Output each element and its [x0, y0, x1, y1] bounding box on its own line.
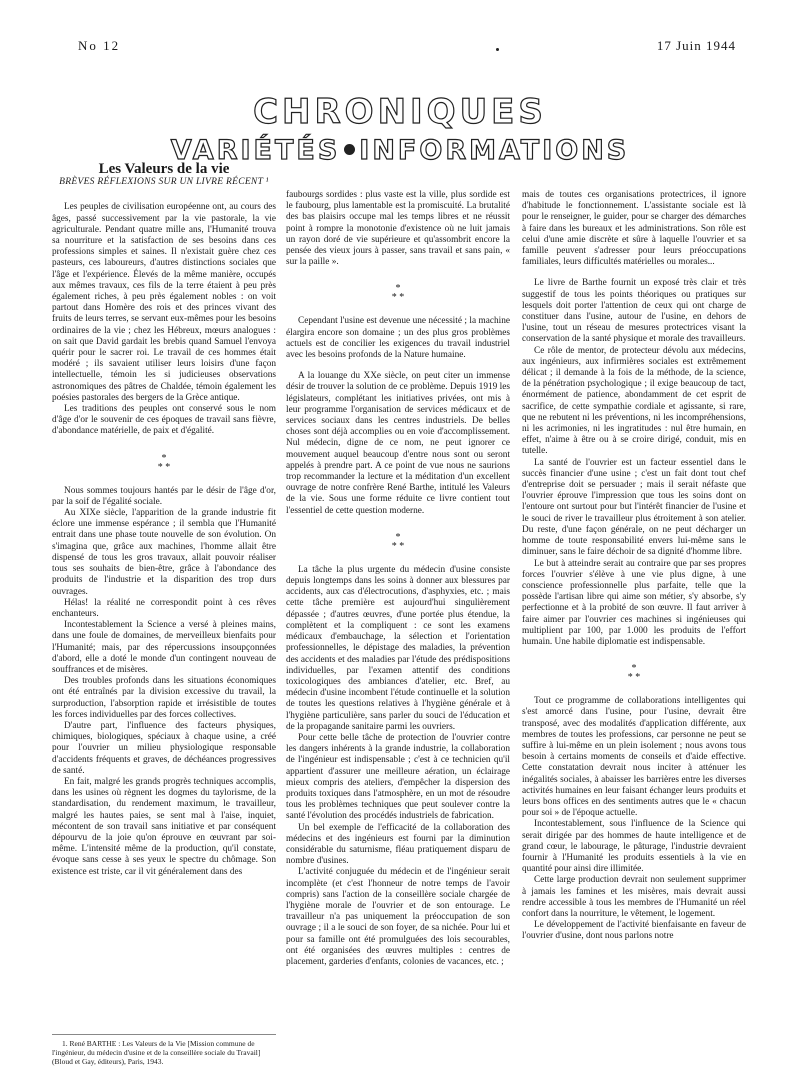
footnote-text: 1. René BARTHE : Les Valeurs de la Vie [Mission commune de l'ingénieur, du médecin d'usine et de la conseillère sociale du Travail] (Bloud et Gay, éditeurs), Paris, 1943. [52, 1039, 261, 1066]
paragraph: Pour cette belle tâche de protection de l'ouvrier contre les dangers inhérents à la grande industrie, la collaboration de l'ingénieur est indispensable ; c'est à ce technicien qu'il appartient d'assurer une meilleure aération, un éclairage mieux compris des ateliers, d'empêcher la dispersion des produits toxiques dans l'atmosphère, en un mot de résoudre tous les problèmes techniques que peut soulever contre la santé l'évolution des procédés industriels de fabrication. [286, 732, 510, 822]
column-2 [286, 190, 510, 968]
masthead [0, 92, 800, 168]
section-separator: * * * [391, 283, 405, 304]
paragraph: faubourgs sordides : plus vaste est la ville, plus sordide est le faubourg, plus lamentable est la promiscuité. La brutalité des bas plaisirs occupe mal les temps libres et ne réussit point à rompre la monotonie d'existence où ne luit jamais un rayon doré de vie supérieure et qu'assombrit encore la pensée des vieux jours à passer, sans travail et sans pain, « sur la paille ». [286, 190, 510, 268]
paragraph: La santé de l'ouvrier est un facteur essentiel dans le succès financier d'une usine ; c'est un fait dont tout chef d'entreprise doit se persuader ; mais il serait néfaste que l'ouvrier éprouve l'impression que tous les soins dont on l'entoure ont surtout pour but l'intérêt financier de l'usine et le souci de river le travailleur plus étroitement à son atelier. Du reste, d'une façon générale, on ne peut décharger un homme de toute responsabilité envers lui-même sans le diminuer, sans le faire déchoir de sa dignité d'homme libre. [522, 457, 746, 558]
paragraph: mais de toutes ces organisations protectrices, il ignore d'habitude le fonctionnement. L'assistante sociale est là pour le renseigner, le guider, pour se charger des démarches à faire dans les bureaux et les administrations. Son rôle est celui d'une amie discrète et sûre à laquelle l'ouvrier et sa famille peuvent s'adresser pour leurs préoccupations familiales, leurs difficultés matérielles ou morales... [522, 190, 746, 268]
paragraph: Les traditions des peuples ont conservé sous le nom d'âge d'or le souvenir de ces époques de travail sans fièvre, d'abondance matérielle, de paix et d'égalité. [52, 404, 276, 437]
paragraph: Les peuples de civilisation européenne ont, au cours des âges, passé successivement par la vie pastorale, la vie agriculturale. Pendant quatre mille ans, l'Humanité trouva sa nourriture et la satisfaction de ses besoins dans ces professions simples et saines. Il n'existait guère chez ces pasteurs, ces laboureurs, d'autres distinctions sociales que l'âge et l'expérience. Élevés de la même manière, occupés aux mêmes travaux, ces fils de la terre étaient à peu près également riches, à peu près également nobles : on voit partout dans Homère des rois et des princes vivant des fruits de leurs terres, se servant eux-mêmes pour les besoins ordinaires de la vie ; chez les Hébreux, mœurs analogues : on sait que David gardait les brebis quand Samuel l'envoya quérir pour le sacrer roi. Le travail de ces hommes était modéré ; ils savaient utiliser leurs loisirs d'une façon intellectuelle, témoin les si judicieuses observations astronomiques des pâtres de Chaldée, témoin également les poésies pastorales des bergers de la Grèce antique. [52, 202, 276, 403]
column-3 [522, 190, 746, 943]
article-title: Les Valeurs de la vie [98, 161, 230, 177]
paragraph: Nous sommes toujours hantés par le désir de l'âge d'or, par la soif de l'égalité sociale. [52, 485, 276, 507]
paragraph: Hélas! la réalité ne correspondit point à ces rêves enchanteurs. [52, 597, 276, 619]
paragraph: Incontestablement, sous l'influence de la Science qui serait dirigée par des hommes de haute intelligence et de grand cœur, le labourage, le pâturage, l'industrie devraient fournir à l'Humanité les produits essentiels à la vie en quantité pour ainsi dire illimitée. [522, 819, 746, 875]
paragraph: Tout ce programme de collaborations intelligentes qui s'est amorcé dans l'usine, pour l'usine, devrait être transposé, avec des modalités d'application différente, aux membres de toutes les professions, car personne ne peut se suffire à lui-même en un plein isolement ; nous avons tous besoin à certains moments de conseils et d'aide effective. Cette constatation devrait nous inciter à atténuer les inégalités sociales, à abaisser les barrières entre les diverses activités humaines en leur faisant échanger leurs produits et leurs bons offices en des sentiments autres que le « chacun pour soi » de l'époque actuelle. [522, 696, 746, 819]
issue-number: No 12 [78, 38, 121, 53]
masthead-informations: INFORMATIONS [359, 135, 630, 166]
paragraph: Ce rôle de mentor, de protecteur dévolu aux médecins, aux ingénieurs, aux infirmières sociales est extrêmement délicat ; il demande à la fois de la méthode, de la science, de la pénétration psychologique ; il exige beaucoup de tact, énormément de patience, abondamment de cet esprit de sacrifice, de cette sympathie cordiale et agissante, si rare, que ne rebutent ni les préventions, ni les incompréhensions, ni les acrimonies, ni les ingratitudes : nul être humain, en effet, n'aime à être ou à se croire dirigé, conduit, mis en tutelle. [522, 345, 746, 457]
footnote [52, 1034, 276, 1066]
paragraph: D'autre part, l'influence des facteurs physiques, chimiques, biologiques, spéciaux à chaque usine, a créé pour l'ouvrier un milieu physiologique responsable d'accidents fréquents et graves, de déchéances progressives de santé. [52, 720, 276, 776]
section-separator: * * * [627, 663, 641, 684]
masthead-title: CHRONIQUES [253, 92, 547, 132]
paragraph: Cependant l'usine est devenue une nécessité ; la machine élargira encore son domaine ; un des plus gros problèmes actuels est de concilier les exigences du travail industriel avec les besoins profonds de la Nature humaine. [286, 316, 510, 361]
section-separator: * * * [391, 531, 405, 552]
paragraph: La tâche la plus urgente du médecin d'usine consiste depuis longtemps dans les soins à donner aux blessures par accidents, aux cas d'électrocutions, d'asphyxies, etc. ; mais cette tâche première est aujourd'hui singulièrement dépassée ; d'autres œuvres, d'une portée plus étendue, la complètent et la compliquent : ce sont les examens médicaux d'embauchage, la sélection et l'orientation professionnelles, le dépistage des maladies, la prévention des accidents et des maladies par l'étude des prédispositions individuelles, par l'examen attentif des conditions toxicologiques des ambiances d'atelier, etc. Bref, au médecin d'usine incombent l'étude continuelle et la solution de toutes les questions relatives à l'hygiène générale et à l'hygiène particulière, sans parler du souci de l'éducation et de la propagande sanitaire parmi les ouvriers. [286, 564, 510, 732]
masthead-varietes: VARIÉTÉS [170, 135, 341, 166]
page-header [78, 38, 736, 56]
paragraph: Des troubles profonds dans les situations économiques ont été entraînés par la division excessive du travail, la surproduction, l'absorption rapide et irrésistible de toutes les forces individuelles par des forces collectives. [52, 676, 276, 720]
article-subtitle: BRÈVES RÉFLEXIONS SUR UN LIVRE RÉCENT ¹ [59, 177, 269, 188]
paragraph: Le livre de Barthe fournit un exposé très clair et très suggestif de tous les points théoriques ou pratiques sur lesquels doit porter l'attention de ceux qui ont charge de constituer dans l'usine, autour de l'usine, en dehors de l'usine, tout un réseau de mesures protectrices visant la conservation de la santé physique et morale des travailleurs. [522, 278, 746, 345]
paragraph: En fait, malgré les grands progrès techniques accomplis, dans les usines où règnent les dogmes du taylorisme, de la standardisation, du rendement maximum, le travailleur, malgré les hautes paies, se sent mal à l'aise, inquiet, mécontent de son travail sans initiative et par conséquent dépourvu de la joie qu'on éprouve en œuvrant par soi-même. L'intensité même de la production, qu'il constate, évoque sans cesse à ses yeux le spectre du chômage. Son existence est triste, car il vit généralement dans des [52, 776, 276, 877]
paragraph: Incontestablement la Science a versé à pleines mains, dans une foule de domaines, de merveilleux bienfaits pour l'Humanité; mais, par des répercussions insoupçonnées d'abord, elle a doté le monde d'un contingent nouveau de souffrances et de misères. [52, 620, 276, 675]
column-1 [52, 162, 276, 878]
paragraph: A la louange du XXe siècle, on peut citer un immense désir de trouver la solution de ce problème. Depuis 1919 les législateurs, complétant les initiatives privées, ont mis à leur programme l'organisation de services médicaux et de services sociaux dans les centres industriels. De belles choses sont déjà accomplies ou en voie d'accomplissement. Nul médecin, digne de ce nom, ne peut ignorer ce mouvement auquel beaucoup d'entre nous sont ou seront appelés à prendre part. A ce point de vue nous ne saurions trop recommander la lecture et la méditation d'un excellent ouvrage de notre confrère René Barthe, intitulé les Valeurs de la vie. Sous une forme réduite ce livre contient tout l'essentiel de cette question moderne. [286, 371, 510, 516]
paragraph: Le but à atteindre serait au contraire que par ses propres forces l'ouvrier s'élève à une vie plus digne, à une conscience professionnelle plus parfaite, telle que la possède l'artisan libre qui aime son métier, s'y absorbe, s'y perfectionne et à la probité de son œuvre. Il faut arriver à faire aimer par l'ouvrier ces machines si ingénieuses qui multiplient par 100, par 1.000 les produits de l'effort humain. Une habile diplomatie est indispensable. [522, 558, 746, 647]
paragraph: L'activité conjuguée du médecin et de l'ingénieur serait incomplète (et c'est l'honneur de notre temps de l'avoir compris) sans l'action de la conseillère sociale chargée de l'hygiène morale de l'ouvrier et de son entourage. Le travailleur n'a pas uniquement la préoccupation de son ouvrage ; il a le souci de son foyer, de sa nichée. Pour lui et pour sa famille ont été promulguées des lois secourables, ont été organisées des œuvres multiples : centres de placement, garderies d'enfants, colonies de vacances, etc. ; [286, 867, 510, 967]
paragraph: Au XIXe siècle, l'apparition de la grande industrie fit éclore une immense espérance ; il sembla que l'Humanité entrait dans une phase toute nouvelle de son évolution. On s'imagina que, grâce aux machines, l'homme allait être dispensé de tous les gros travaux, allait pouvoir réaliser tous ses souhaits de bien-être, grâce à l'abondance des produits de l'industrie et la disparition des trop durs ouvrages. [52, 508, 276, 597]
bullet-icon [344, 144, 355, 155]
paragraph: Un bel exemple de l'efficacité de la collaboration des médecins et des ingénieurs est fourni par la diminution considérable du saturnisme, fléau pratiquement disparu de nombre d'usines. [286, 822, 510, 867]
section-separator: * * * [157, 452, 171, 473]
header-dot-icon [496, 48, 499, 51]
paragraph: Le développement de l'activité bienfaisante en faveur de l'ouvrier d'usine, dont nous parlons notre [522, 920, 746, 942]
issue-date: 17 Juin 1944 [656, 38, 736, 53]
paragraph: Cette large production devrait non seulement supprimer à jamais les famines et les misères, mais devrait aussi rendre accessible à tous les membres de l'Humanité un réel confort dans la nourriture, le vêtement, le logement. [522, 875, 746, 919]
